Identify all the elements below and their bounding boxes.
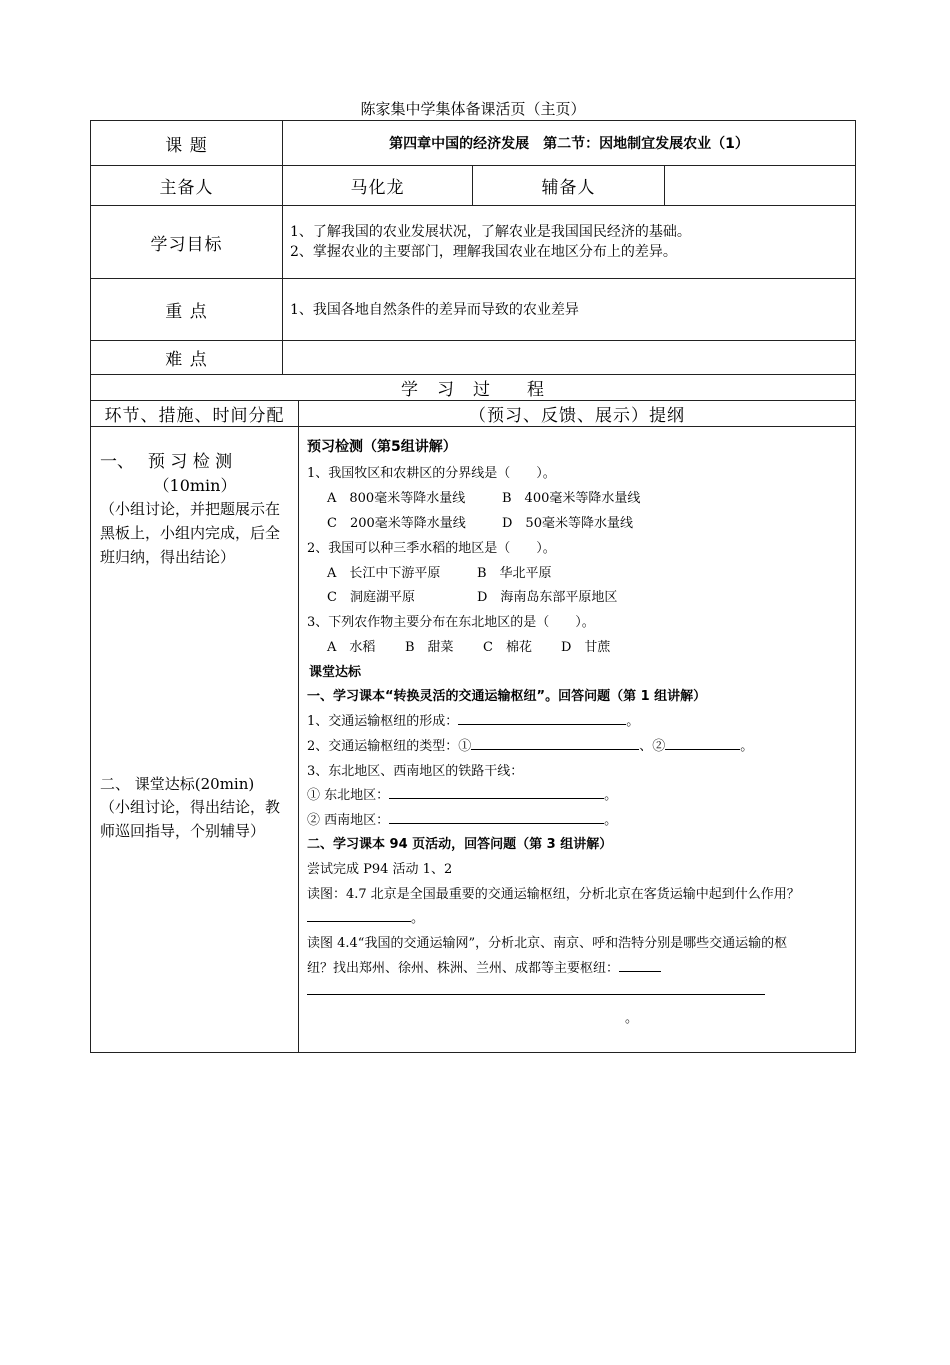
stage-column-header: 环节、措施、时间分配 xyxy=(104,406,285,426)
question-1: 1、我国牧区和农耕区的分界线是（ ）。 xyxy=(307,466,556,481)
part-1-line-3: 3、东北地区、西南地区的铁路干线： xyxy=(307,764,524,779)
part-2-line-6 xyxy=(307,980,765,999)
key-point-value: 1、我国各地自然条件的差异而导致的农业差异 xyxy=(290,301,579,318)
part-1-line-2-end: 。 xyxy=(740,739,754,754)
stage-1-title: 一、 预 习 检 测 xyxy=(100,452,233,472)
part-1-line-1-end: 。 xyxy=(626,714,640,729)
topic-value: 第四章中国的经济发展 第二节：因地制宜发展农业（1） xyxy=(389,136,749,152)
document-title: 陈家集中学集体备课活页（主页） xyxy=(360,100,586,118)
lead-preparer-label: 主备人 xyxy=(159,178,214,198)
part-1-line-2-text: 2、交通运输枢纽的类型：① xyxy=(307,739,472,754)
answer-blank[interactable] xyxy=(389,784,604,799)
part-1-line-4 xyxy=(307,784,617,803)
question-3-option-a: A 水稻 xyxy=(327,640,376,655)
answer-blank[interactable] xyxy=(389,809,604,824)
answer-blank[interactable] xyxy=(471,735,639,750)
part-1-line-2 xyxy=(307,735,753,754)
part-2-line-4: 读图 4.4“我国的交通运输网”，分析北京、南京、呼和浩特分别是哪些交通运输的枢 xyxy=(307,936,788,951)
part-1-line-1 xyxy=(307,710,639,729)
outline-column-header: （预习、反馈、展示）提纲 xyxy=(469,406,685,426)
answer-blank[interactable] xyxy=(458,710,626,725)
part-1-line-5 xyxy=(307,809,617,828)
assistant-preparer-value xyxy=(665,166,855,205)
part-2-line-2: 读图：4.7 北京是全国最重要的交通运输枢纽，分析北京在客货运输中起到什么作用？ xyxy=(307,887,800,902)
key-point-label: 重 点 xyxy=(165,302,208,322)
difficulty-label: 难 点 xyxy=(165,350,208,370)
answer-blank[interactable] xyxy=(307,980,765,995)
stage-1-time: （10min） xyxy=(153,476,237,495)
question-2-option-d: D 海南岛东部平原地区 xyxy=(477,590,618,605)
outline-content xyxy=(307,432,852,1042)
question-1-option-c: C 200毫米等降水量线 xyxy=(327,516,466,531)
part-2-line-7: 。 xyxy=(625,1011,639,1026)
question-3-option-c: C 棉花 xyxy=(483,640,532,655)
learning-goal-item: 2、掌握农业的主要部门，理解我国农业在地区分布上的差异。 xyxy=(290,244,677,260)
part-2-line-5-text: 纽？找出郑州、徐州、株洲、兰州、成都等主要枢纽： xyxy=(307,961,620,976)
table-border-bottom xyxy=(90,1052,856,1053)
column-divider xyxy=(298,400,299,1053)
question-1-option-b: B 400毫米等降水量线 xyxy=(502,491,641,506)
answer-blank[interactable] xyxy=(665,735,740,750)
part-1-line-4-text: ① 东北地区： xyxy=(307,788,390,803)
answer-blank[interactable] xyxy=(307,907,411,922)
part-2-heading: 二、学习课本 94 页活动，回答问题（第 3 组讲解） xyxy=(307,837,613,852)
class-goal-heading: 课堂达标 xyxy=(309,665,362,680)
question-3: 3、下列农作物主要分布在东北地区的是（ ）。 xyxy=(307,615,595,630)
difficulty-value xyxy=(290,341,850,374)
question-3-option-d: D 甘蔗 xyxy=(561,640,611,655)
learning-goal-item: 1、了解我国的农业发展状况，了解农业是我国国民经济的基础。 xyxy=(290,224,691,240)
question-2-option-b: B 华北平原 xyxy=(477,566,552,581)
part-1-line-4-end: 。 xyxy=(604,788,618,803)
part-2-line-5 xyxy=(307,957,661,976)
stage-2-note: （小组讨论，得出结论，教师巡回指导，个别辅导） xyxy=(100,798,281,840)
part-2-line-3-end: 。 xyxy=(411,911,425,926)
question-1-option-a: A 800毫米等降水量线 xyxy=(327,491,466,506)
stage-2-title: 二、 课堂达标(20min) xyxy=(100,775,255,793)
assistant-preparer-label: 辅备人 xyxy=(541,178,596,198)
learning-goals-content xyxy=(290,206,850,278)
part-1-heading: 一、学习课本“转换灵活的交通运输枢纽”。回答问题（第 1 组讲解） xyxy=(307,689,707,704)
question-2-option-c: C 洞庭湖平原 xyxy=(327,590,415,605)
question-2-option-a: A 长江中下游平原 xyxy=(327,566,441,581)
learning-process-title: 学 习 过 程 xyxy=(401,380,545,400)
table-border-right xyxy=(855,120,856,1053)
topic-label: 课 题 xyxy=(165,135,208,156)
row-divider xyxy=(90,426,856,427)
part-1-line-1-text: 1、交通运输枢纽的形成： xyxy=(307,714,459,729)
question-2: 2、我国可以种三季水稻的地区是（ ）。 xyxy=(307,541,556,556)
learning-goals-label: 学习目标 xyxy=(150,234,223,255)
question-3-option-b: B 甜菜 xyxy=(405,640,454,655)
answer-blank[interactable] xyxy=(619,957,661,972)
part-1-line-5-text: ② 西南地区： xyxy=(307,813,390,828)
question-1-option-d: D 50毫米等降水量线 xyxy=(502,516,633,531)
part-1-line-5-end: 。 xyxy=(604,813,618,828)
part-2-line-1: 尝试完成 P94 活动 1、2 xyxy=(307,862,453,877)
lead-preparer-value: 马化龙 xyxy=(350,178,405,198)
part-2-line-3 xyxy=(307,907,424,926)
preview-section-heading: 预习检测（第5组讲解） xyxy=(307,439,457,455)
stage-1-note: （小组讨论，并把题展示在黑板上，小组内完成，后全班归纳，得出结论） xyxy=(100,500,281,566)
part-1-line-2-mid: 、② xyxy=(639,739,666,754)
